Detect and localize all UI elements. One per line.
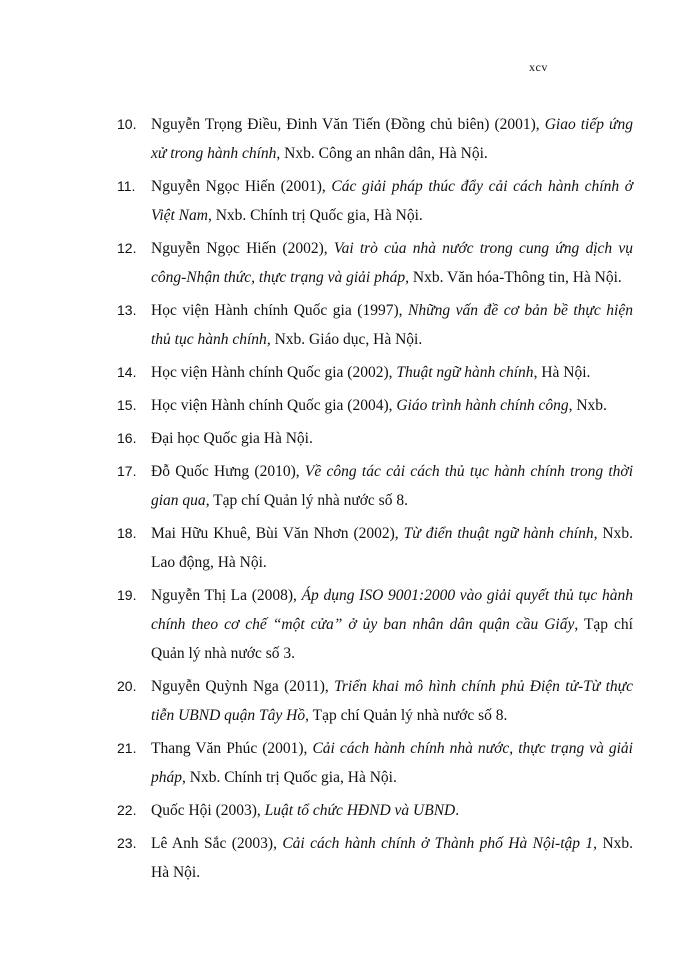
reference-publisher: , Tạp chí Quản lý nhà nước số 8.	[305, 707, 508, 724]
reference-item	[0, 424, 700, 453]
reference-title: Những vấn đề cơ bản bề thực hiện thủ tục hành chính	[151, 302, 633, 348]
reference-title: Cải cách hành chính ở Thành phố Hà Nội-tập 1,	[282, 835, 598, 852]
reference-publisher: , Tạp chí Quản lý nhà nước số 3.	[151, 616, 633, 662]
reference-item	[0, 796, 700, 825]
reference-item	[0, 358, 700, 387]
reference-item	[0, 672, 700, 730]
reference-title: Triển khai mô hình chính phủ Điện tử-Từ thực tiễn UBND quận Tây Hồ	[151, 678, 634, 724]
reference-publisher: Nxb. Văn hóa-Thông tin, Hà Nội.	[409, 269, 622, 286]
reference-number: 21.	[117, 740, 137, 756]
reference-item	[0, 734, 700, 792]
reference-number: 19.	[117, 587, 137, 603]
reference-author: Đại học Quốc gia Hà Nội.	[151, 430, 313, 447]
reference-item	[0, 391, 700, 420]
reference-text	[151, 672, 633, 730]
reference-item	[0, 457, 700, 515]
reference-publisher: , Nxb. Chính trị Quốc gia, Hà Nội.	[182, 769, 397, 786]
reference-publisher: .	[455, 802, 460, 819]
reference-title: Về công tác cải cách thủ tục hành chính trong thời gian qua	[151, 463, 634, 509]
reference-author: Nguyễn Thị La (2008),	[151, 587, 302, 604]
reference-number: 16.	[117, 430, 137, 446]
reference-author: Học viện Hành chính Quốc gia (2002),	[151, 364, 397, 381]
reference-author: Học viện Hành chính Quốc gia (1997),	[151, 302, 409, 319]
reference-item	[0, 829, 700, 887]
reference-title: Giao tiếp ứng xử trong hành chính	[151, 116, 633, 162]
reference-author: Học viện Hành chính Quốc gia (2004),	[151, 397, 397, 414]
reference-publisher: , Nxb. Giáo dục, Hà Nội.	[266, 331, 423, 348]
reference-title: Các giải pháp thúc đẩy cải cách hành chính ở Việt Nam	[151, 178, 633, 224]
reference-author: Nguyễn Ngọc Hiến (2001),	[151, 178, 332, 195]
reference-text	[151, 457, 633, 515]
reference-text	[151, 519, 633, 577]
reference-title: Từ điển thuật ngữ hành chính,	[403, 525, 598, 542]
reference-publisher: , Nxb. Chính trị Quốc gia, Hà Nội.	[207, 207, 423, 224]
reference-author: Nguyễn Ngọc Hiến (2002),	[151, 240, 334, 257]
reference-number: 18.	[117, 525, 137, 541]
reference-item	[0, 172, 700, 230]
reference-text	[151, 829, 633, 887]
reference-text	[151, 110, 633, 168]
reference-text	[151, 796, 633, 825]
reference-number: 20.	[117, 678, 137, 694]
reference-text	[151, 234, 633, 292]
page-number: xcv	[529, 60, 548, 74]
reference-author: Nguyễn Trọng Điều, Đinh Văn Tiến (Đồng chủ biên) (2001),	[151, 116, 545, 133]
reference-title: Giáo trình hành chính công	[396, 397, 569, 414]
reference-title: Luật tổ chức HĐND và UBND	[264, 802, 456, 819]
reference-number: 17.	[117, 463, 137, 479]
reference-text	[151, 581, 633, 668]
reference-item	[0, 110, 700, 168]
reference-item	[0, 296, 700, 354]
reference-text	[151, 391, 633, 420]
reference-number: 23.	[117, 835, 137, 851]
reference-publisher: , Tạp chí Quản lý nhà nước số 8.	[205, 492, 408, 509]
reference-text	[151, 296, 633, 354]
reference-text	[151, 734, 633, 792]
reference-text	[151, 424, 633, 453]
reference-title: Áp dụng ISO 9001:2000 vào giải quyết thủ tục hành chính theo cơ chế “một cửa” ở ủy ban nhân dân quận cầu Giấy	[151, 587, 633, 633]
reference-number: 13.	[117, 302, 137, 318]
reference-author: Quốc Hội (2003),	[151, 802, 265, 819]
reference-number: 10.	[117, 116, 137, 132]
reference-publisher: , Nxb.	[568, 397, 607, 414]
reference-list	[0, 110, 700, 891]
reference-number: 15.	[117, 397, 137, 413]
reference-title: Cải cách hành chính nhà nước, thực trạng và giải pháp	[151, 740, 633, 786]
reference-text	[151, 172, 633, 230]
reference-author: Thang Văn Phúc (2001),	[151, 740, 313, 757]
reference-publisher: Nxb. Lao động, Hà Nội.	[151, 525, 634, 571]
reference-number: 12.	[117, 240, 137, 256]
reference-author: Lê Anh Sắc (2003),	[151, 835, 283, 852]
reference-item	[0, 581, 700, 668]
reference-author: Đỗ Quốc Hưng (2010),	[151, 463, 305, 480]
reference-number: 14.	[117, 364, 137, 380]
reference-author: Nguyễn Quỳnh Nga (2011),	[151, 678, 335, 695]
reference-item	[0, 519, 700, 577]
reference-publisher: , Nxb. Công an nhân dân, Hà Nội.	[276, 145, 488, 162]
reference-title: Thuật ngữ hành chính	[396, 364, 534, 381]
reference-number: 22.	[117, 802, 137, 818]
reference-publisher: Nxb. Hà Nội.	[151, 835, 634, 881]
reference-author: Mai Hữu Khuê, Bùi Văn Nhơn (2002),	[151, 525, 404, 542]
reference-title: Vai trò của nhà nước trong cung ứng dịch vụ công-Nhận thức, thực trạng và giải pháp,	[151, 240, 633, 286]
reference-text	[151, 358, 633, 387]
reference-publisher: , Hà Nội.	[533, 364, 591, 381]
reference-item	[0, 234, 700, 292]
reference-number: 11.	[117, 178, 136, 194]
